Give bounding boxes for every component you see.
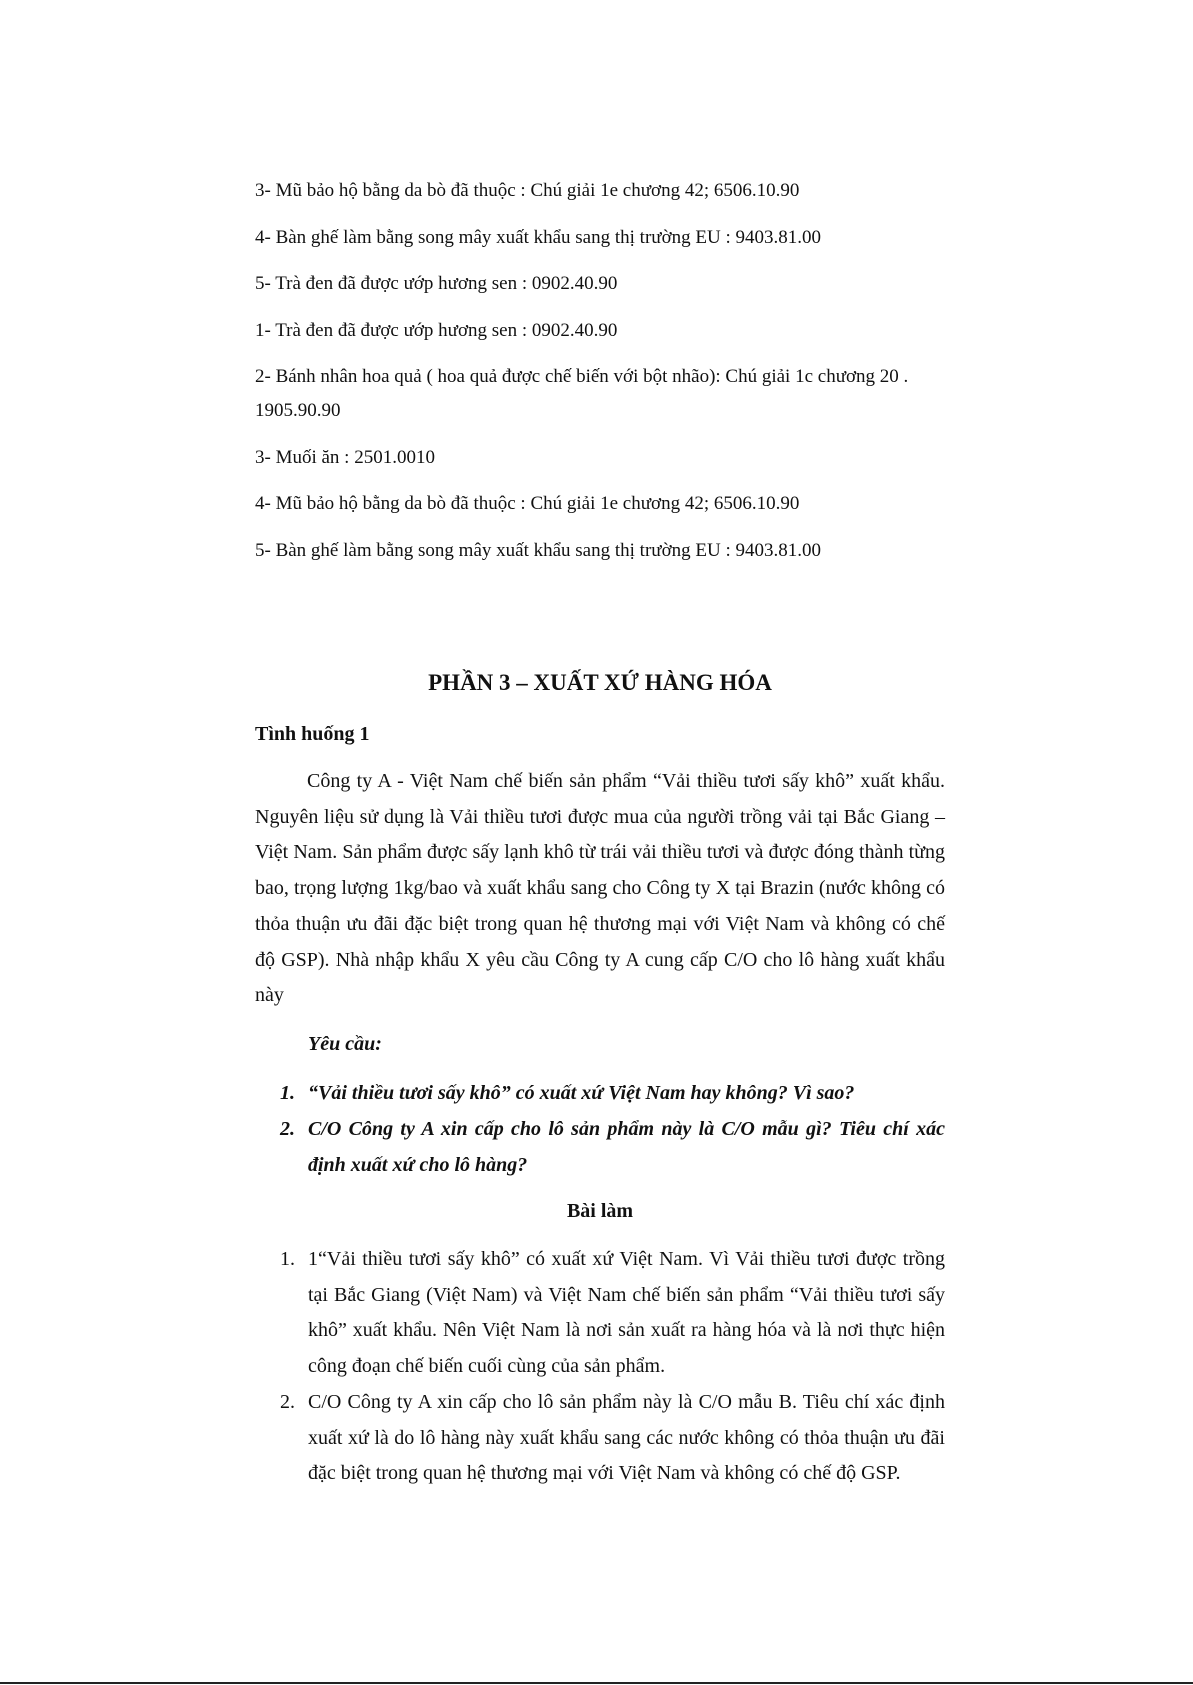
requirement-item (280, 1112, 945, 1183)
list-item: 4- Mũ bảo hộ bằng da bò đã thuộc : Chú giải 1e chương 42; 6506.10.90 (255, 493, 800, 514)
answer-title: Bài làm (566, 1200, 634, 1222)
list-item: 3- Muối ăn : 2501.0010 (255, 447, 435, 468)
requirement-text: “Vải thiều tươi sấy khô” có xuất xứ Việt Nam hay không? Vì sao? (308, 1082, 855, 1104)
list-item: 1- Trà đen đã được ướp hương sen : 0902.40.90 (255, 320, 618, 341)
answer-item (280, 1385, 945, 1492)
requirement-number: 1. (280, 1082, 295, 1104)
requirement-number: 2. (280, 1118, 295, 1140)
answer-text: 1“Vải thiều tươi sấy khô” có xuất xứ Việt Nam. Vì Vải thiều tươi được trồng tại Bắc Giang (Việt Nam) và Việt Nam chế biến sản phẩm “Vải thiều tươi sấy khô” xuất khẩu. Nên Việt Nam là nơi sản xuất ra hàng hóa và là nơi thực hiện công đoạn chế biến cuối cùng của sản phẩm. (308, 1248, 945, 1378)
answer-number: 1. (280, 1248, 295, 1270)
requirement-item (280, 1076, 945, 1112)
answer-number: 2. (280, 1391, 295, 1413)
list-item: 5- Trà đen đã được ướp hương sen : 0902.40.90 (255, 273, 618, 294)
list-item: 3- Mũ bảo hộ bằng da bò đã thuộc : Chú giải 1e chương 42; 6506.10.90 (255, 180, 800, 201)
page-bottom-border (0, 1682, 1193, 1684)
case-paragraph-text: Công ty A - Việt Nam chế biến sản phẩm “Vải thiều tươi sấy khô” xuất khẩu. Nguyên liệu sử dụng là Vải thiều tươi được mua của người trồng vải tại Bắc Giang – Việt Nam. Sản phẩm được sấy lạnh khô từ trái vải thiều tươi và được đóng thành từng bao, trọng lượng 1kg/bao và xuất khẩu sang cho Công ty X tại Brazin (nước không có thỏa thuận ưu đãi đặc biệt trong quan hệ thương mại với Việt Nam và không có chế độ GSP). Nhà nhập khẩu X yêu cầu Công ty A cung cấp C/O cho lô hàng xuất khẩu này (255, 770, 945, 1007)
requirements-label: Yêu cầu: (308, 1033, 382, 1055)
case-paragraph (255, 764, 945, 1014)
list-item-continuation: 1905.90.90 (255, 400, 341, 421)
requirement-text: C/O Công ty A xin cấp cho lô sản phẩm này là C/O mẫu gì? Tiêu chí xác định xuất xứ cho lô hàng? (308, 1118, 945, 1176)
list-item: 5- Bàn ghế làm bằng song mây xuất khẩu sang thị trường EU : 9403.81.00 (255, 540, 821, 561)
list-item: 4- Bàn ghế làm bằng song mây xuất khẩu sang thị trường EU : 9403.81.00 (255, 227, 821, 248)
list-item: 2- Bánh nhân hoa quả ( hoa quả được chế biến với bột nhão): Chú giải 1c chương 20 . (255, 366, 909, 387)
answer-text: C/O Công ty A xin cấp cho lô sản phẩm này là C/O mẫu B. Tiêu chí xác định xuất xứ là do lô hàng này xuất khẩu sang các nước không có thỏa thuận ưu đãi đặc biệt trong quan hệ thương mại với Việt Nam và không có chế độ GSP. (308, 1391, 945, 1485)
answer-item (280, 1242, 945, 1385)
section-heading: PHẦN 3 – XUẤT XỨ HÀNG HÓA (428, 670, 772, 695)
case-title: Tình huống 1 (255, 723, 370, 745)
